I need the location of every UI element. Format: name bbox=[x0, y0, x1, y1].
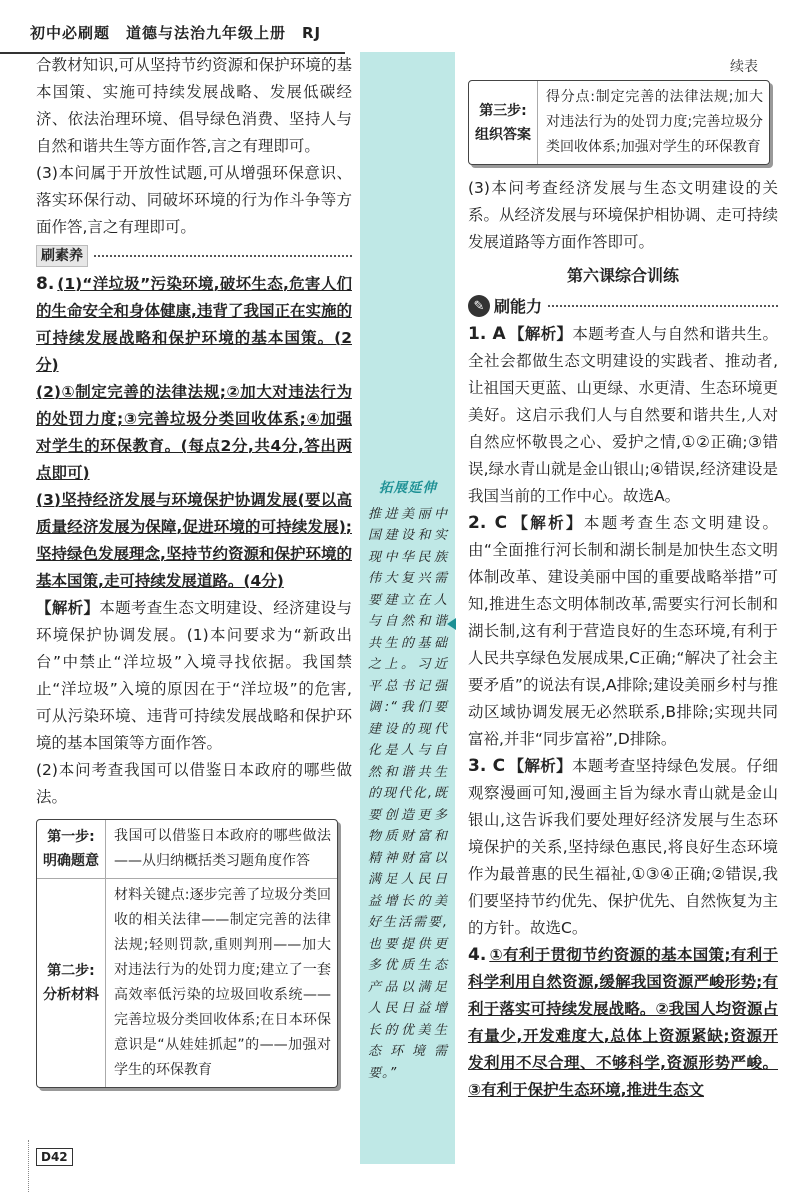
extension-title: 拓展延伸 bbox=[379, 480, 437, 496]
dotted-rule bbox=[548, 305, 778, 307]
question-3: 3. C 【解析】本题考查坚持绿色发展。仔细观察漫画可知,漫画主旨为绿水青山就是金山银山,这告诉我们要处理好经济发展与生态环境保护的关系,坚持绿色惠民,将良好生态环境作为最普惠的民生福祉,①③④正确;②错误,我们要坚持节约优先、保护优先、自然恢复为主的方针。故选C。 bbox=[468, 756, 779, 937]
solution-steps-table-continued bbox=[468, 80, 770, 165]
question-number: 2. C bbox=[468, 513, 508, 533]
page-header-title: 初中必刷题 道德与法治九年级上册 RJ bbox=[30, 24, 322, 42]
question-8-analysis-2: (2)本问考查我国可以借鉴日本政府的哪些做法。 bbox=[36, 761, 352, 806]
answer-paragraph: (3)本问考查经济发展与生态文明建设的关系。从经济发展与环境保护相协调、走可持续发展道路等方面作答即可。 bbox=[468, 179, 779, 251]
step-body: 得分点:制定完善的法律法规;加大对违法行为的处罚力度;完善垃圾分类回收体系;加强对学生的环保教育 bbox=[546, 89, 763, 155]
pencil-icon: ✎ bbox=[468, 295, 490, 317]
section-label-skill: ✎ 刷能力 bbox=[468, 293, 542, 320]
question-2: 2. C 【解析】本题考查生态文明建设。由“全面推行河长制和湖长制是加快生态文明体制改革、建设美丽中国的重要战略举措”可知,推进生态文明体制改革,需要实行河长制和湖长制,这有利于营造良好的生态环境,有利于人民共享绿色发展成果,C正确;“解决了社会主要矛盾”的说法有误,A排除;建设美丽乡村与推动区域协调发展无必然联系,B排除;实现共同富裕,并非“同步富裕”,D排除。 bbox=[468, 513, 778, 748]
analysis-tag: 【解析】 bbox=[36, 599, 100, 617]
question-8-analysis: 【解析】本题考查生态文明建设、经济建设与环境保护协调发展。(1)本问要求为“新政出台”中禁止“洋垃圾”入境寻找依据。我国禁止“洋垃圾”入境的原因在于“洋垃圾”的危害,可从污染环境、违背可持续发展战略和保护环境的基本国策等方面作答。 bbox=[36, 599, 352, 752]
pointer-arrow-icon bbox=[447, 618, 456, 630]
extension-text: 推进美丽中国建设和实现中华民族伟大复兴需要建立在人与自然和谐共生的基础之上。习近平总书记强调:“我们要建设的现代化是人与自然和谐共生的现代化,既要创造更多物质财富和精神财富以满足人民日益增长的美好生活需要,也要提供更多优质生态产品以满足人民日益增长的优美生态环境需要。” bbox=[368, 506, 448, 1081]
question-8-answer-1: 8. (1)“洋垃圾”污染环境,破坏生态,危害人们的生命安全和身体健康,违背了我国正在实施的可持续发展战略和保护环境的基本国策。(2分) bbox=[36, 274, 352, 374]
dotted-rule bbox=[94, 255, 352, 257]
question-number: 8. bbox=[36, 274, 55, 294]
step-label: 第三步: 组织答案 bbox=[469, 81, 538, 164]
question-8-answer-3: (3)坚持经济发展与环境保护协调发展(要以高质量经济发展为保障,促进环境的可持续发展);坚持绿色发展理念,坚持节约资源和保护环境的基本国策,走可持续发展道路。(4分) bbox=[36, 491, 352, 590]
extension-sidebar bbox=[360, 52, 455, 1164]
analysis-tag: 【解析】 bbox=[508, 757, 572, 775]
question-1: 1. A 【解析】本题考查人与自然和谐共生。全社会都做生态文明建设的实践者、推动者,让祖国天更蓝、山更绿、水更清、生态环境更美好。这启示我们人与自然要和谐共生,人对自然应怀敬畏之心、爱护之情,①②正确;③错误,绿水青山就是金山银山;④错误,经济建设是我国当前的工作中心。故选A。 bbox=[468, 324, 779, 505]
corner-mark bbox=[0, 1140, 29, 1192]
step-row bbox=[37, 820, 337, 879]
step-body: 我国可以借鉴日本政府的哪些做法——从归纳概括类习题角度作答 bbox=[114, 828, 331, 869]
question-8-answer-2: (2)①制定完善的法律法规;②加大对违法行为的处罚力度;③完善垃圾分类回收体系;④加强对学生的环保教育。(每点2分,共4分,答出两点即可) bbox=[36, 383, 352, 482]
question-number: 3. C bbox=[468, 756, 506, 776]
answer-paragraph: (3)本问属于开放性试题,可从增强环保意识、落实环保行动、同破坏环境的行为作斗争等方面作答,言之有理即可。 bbox=[36, 164, 352, 236]
lesson-title: 第六课综合训练 bbox=[566, 266, 679, 285]
question-4: 4. ①有利于贯彻节约资源的基本国策;有利于科学利用自然资源,缓解我国资源严峻形势;有利于落实可持续发展战略。②我国人均资源占有量少,开发难度大,总体上资源紧缺;资源开发利用不尽合理、不够科学,资源形势严峻。③有利于保护生态环境,推进生态文 bbox=[468, 945, 778, 1099]
continued-label: 续表 bbox=[730, 59, 758, 75]
analysis-tag: 【解析】 bbox=[510, 514, 584, 532]
left-column bbox=[36, 52, 352, 1088]
question-number: 1. A bbox=[468, 324, 506, 344]
step-row bbox=[37, 879, 337, 1087]
right-column bbox=[468, 52, 778, 1104]
question-number: 4. bbox=[468, 945, 487, 965]
step-label: 第二步: 分析材料 bbox=[37, 879, 106, 1087]
section-label-literacy: 刷素养 bbox=[36, 245, 88, 267]
step-row bbox=[469, 81, 769, 164]
section-divider bbox=[36, 243, 352, 269]
solution-steps-table bbox=[36, 819, 338, 1088]
section-divider bbox=[468, 293, 778, 319]
page-header bbox=[0, 0, 345, 54]
answer-paragraph: 合教材知识,可从坚持节约资源和保护环境的基本国策、实施可持续发展战略、发展低碳经济、依法治理环境、倡导绿色消费、坚持人与自然和谐共生等方面作答,言之有理即可。 bbox=[36, 56, 352, 155]
step-label: 第一步: 明确题意 bbox=[37, 820, 106, 878]
page-number: D42 bbox=[36, 1148, 73, 1166]
extension-box bbox=[368, 478, 448, 1084]
analysis-tag: 【解析】 bbox=[508, 325, 573, 343]
step-body: 材料关键点:逐步完善了垃圾分类回收的相关法律——制定完善的法律法规;轻则罚款,重则判刑——加大对违法行为的处罚力度;建立了一套高效率低污染的垃圾回收系统——完善垃圾分类回收体系;在日本环保意识是“从娃娃抓起”的——加强对学生的环保教育 bbox=[114, 887, 331, 1078]
